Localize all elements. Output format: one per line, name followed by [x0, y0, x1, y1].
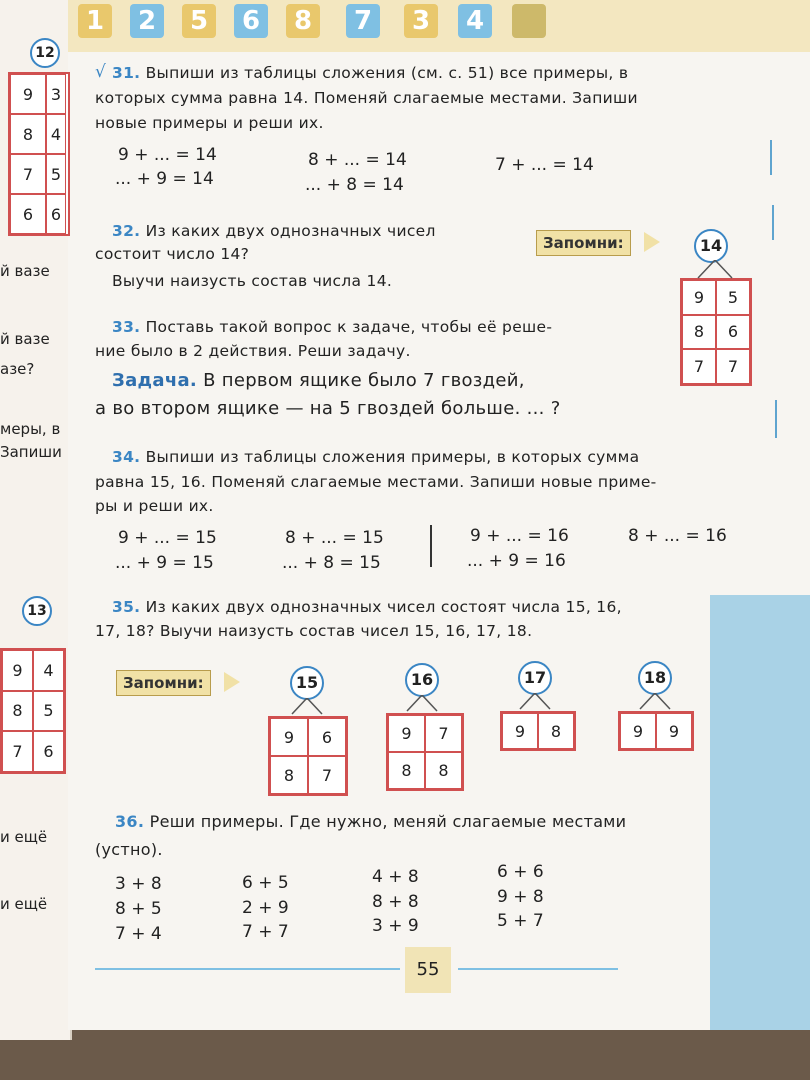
left-fragment: й вазе: [0, 330, 50, 348]
task-31-line-3: новые примеры и реши их.: [95, 114, 324, 132]
margin-bar: [772, 205, 774, 240]
grid-cell: 4: [33, 650, 64, 691]
example: 7 + 4: [115, 924, 162, 944]
number-circle: 15: [290, 666, 324, 700]
grid-cell: 3: [46, 74, 66, 114]
composition-grid-14: [680, 278, 752, 386]
example: ... + 9 = 16: [467, 551, 566, 571]
task-number: 32.: [112, 222, 141, 240]
example: 9 + ... = 16: [470, 526, 569, 546]
example: 9 + ... = 14: [118, 145, 217, 165]
task-number: 34.: [112, 448, 141, 466]
margin-bar: [770, 140, 772, 175]
composition-grid-17: [500, 711, 576, 751]
example: 2 + 9: [242, 898, 289, 918]
task-text: Реши примеры. Где нужно, меняй слагаемые местами: [149, 812, 627, 831]
page-number: 55: [405, 947, 451, 993]
grid-cell: 7: [425, 715, 462, 752]
example: 5 + 7: [497, 911, 544, 931]
example: 6 + 6: [497, 862, 544, 882]
task-33-line-1: [112, 318, 552, 336]
left-fragment: азе?: [0, 360, 35, 378]
grid-cell: 6: [308, 718, 346, 756]
left-fragment: й вазе: [0, 262, 50, 280]
check-mark: √: [95, 62, 107, 82]
example: 8 + ... = 14: [308, 150, 407, 170]
grid-cell: 5: [46, 154, 66, 194]
example: 3 + 9: [372, 916, 419, 936]
left-grid-13: [0, 648, 66, 774]
example: 8 + 5: [115, 899, 162, 919]
example: 8 + ... = 15: [285, 528, 384, 548]
example: ... + 8 = 15: [282, 553, 381, 573]
task-text: Выпиши из таблицы сложения (см. с. 51) все примеры, в: [145, 64, 629, 82]
number-circle: 14: [694, 229, 728, 263]
header-digit: 3: [404, 4, 438, 38]
task-31-line-2: которых сумма равна 14. Поменяй слагаемые местами. Запиши: [95, 89, 638, 107]
connector-lines: [630, 693, 680, 711]
grid-cell: 6: [33, 731, 64, 772]
example: 8 + ... = 16: [628, 526, 727, 546]
grid-cell: 7: [10, 154, 46, 194]
grid-cell: 8: [682, 315, 716, 350]
example: ... + 9 = 15: [115, 553, 214, 573]
grid-cell: 5: [33, 691, 64, 732]
grid-cell: 7: [308, 756, 346, 794]
grid-cell: 4: [46, 114, 66, 154]
grid-cell: 9: [656, 713, 692, 749]
task-36-line-2: (устно).: [95, 840, 163, 859]
task-text: Поставь такой вопрос к задаче, чтобы её реше-: [145, 318, 553, 336]
example: ... + 8 = 14: [305, 175, 404, 195]
header-digit: 1: [78, 4, 112, 38]
remember-label: Запомни:: [116, 670, 211, 696]
example: 7 + 7: [242, 922, 289, 942]
example: 4 + 8: [372, 867, 419, 887]
grid-cell: 8: [2, 691, 33, 732]
remember-label: Запомни:: [536, 230, 631, 256]
header-digit: 8: [286, 4, 320, 38]
task-number: 31.: [112, 64, 141, 82]
task-text: Выпиши из таблицы сложения примеры, в которых сумма: [145, 448, 640, 466]
task-32-line-2: состоит число 14?: [95, 245, 250, 263]
task-number: 36.: [115, 812, 145, 831]
number-circle: 18: [638, 661, 672, 695]
grid-cell: 7: [2, 731, 33, 772]
connector-lines: [510, 693, 560, 711]
left-grid-12: [8, 72, 70, 236]
left-fragment: Запиши: [0, 443, 62, 461]
header-digit: 5: [182, 4, 216, 38]
header-digit: 6: [234, 4, 268, 38]
task-text: Из каких двух однозначных чисел состоят числа 15, 16,: [145, 598, 622, 616]
example: 6 + 5: [242, 873, 289, 893]
task-label: Задача.: [112, 370, 198, 391]
example: 8 + 8: [372, 892, 419, 912]
grid-cell: 9: [10, 74, 46, 114]
grid-cell: 8: [388, 752, 425, 789]
header-digit: 4: [458, 4, 492, 38]
example: 9 + ... = 15: [118, 528, 217, 548]
left-circle-13: 13: [22, 596, 52, 626]
grid-cell: 8: [538, 713, 574, 749]
example: ... + 9 = 14: [115, 169, 214, 189]
task-32-line-3: Выучи наизусть состав числа 14.: [112, 272, 393, 290]
grid-cell: 6: [46, 194, 66, 234]
header-digit: [512, 4, 546, 38]
connector-lines: [690, 260, 740, 280]
example: 3 + 8: [115, 874, 162, 894]
composition-grid-18: [618, 711, 694, 751]
task-33-problem-line-1: [112, 370, 525, 391]
grid-cell: 9: [502, 713, 538, 749]
grid-cell: 9: [682, 280, 716, 315]
footer-line: [95, 968, 400, 970]
task-text: Из каких двух однозначных чисел: [145, 222, 436, 240]
grid-cell: 8: [10, 114, 46, 154]
connector-lines: [282, 698, 332, 716]
task-31-line-1: [112, 64, 628, 82]
left-circle-12: 12: [30, 38, 60, 68]
task-36-line-1: [115, 812, 626, 831]
task-number: 35.: [112, 598, 141, 616]
task-34-line-1: [112, 448, 639, 466]
arrow-right-icon: [644, 232, 660, 252]
composition-grid-15: [268, 716, 348, 796]
grid-cell: 9: [388, 715, 425, 752]
grid-cell: 9: [2, 650, 33, 691]
header-digit: 2: [130, 4, 164, 38]
task-32-line-1: [112, 222, 436, 240]
grid-cell: 8: [270, 756, 308, 794]
task-33-line-2: ние было в 2 действия. Реши задачу.: [95, 342, 411, 360]
number-circle: 16: [405, 663, 439, 697]
connector-lines: [397, 695, 447, 713]
grid-cell: 6: [10, 194, 46, 234]
grid-cell: 6: [716, 315, 750, 350]
left-fragment: меры, в: [0, 420, 61, 438]
task-34-line-3: ры и реши их.: [95, 497, 214, 515]
task-text: В первом ящике было 7 гвоздей,: [203, 370, 525, 391]
page-edge-band: [710, 595, 810, 1030]
column-divider: [430, 525, 432, 567]
task-34-line-2: равна 15, 16. Поменяй слагаемые местами. Запиши новые приме-: [95, 473, 657, 491]
number-circle: 17: [518, 661, 552, 695]
task-35-line-2: 17, 18? Выучи наизусть состав чисел 15, 16, 17, 18.: [95, 622, 533, 640]
left-fragment: и ещё: [0, 895, 48, 913]
grid-cell: 9: [270, 718, 308, 756]
composition-grid-16: [386, 713, 464, 791]
grid-cell: 8: [425, 752, 462, 789]
task-number: 33.: [112, 318, 141, 336]
footer-line: [458, 968, 618, 970]
header-digit: 7: [346, 4, 380, 38]
grid-cell: 7: [716, 349, 750, 384]
example: 7 + ... = 14: [495, 155, 594, 175]
arrow-right-icon: [224, 672, 240, 692]
header-strip: [68, 0, 810, 52]
left-fragment: и ещё: [0, 828, 48, 846]
task-35-line-1: [112, 598, 622, 616]
task-33-problem-line-2: а во втором ящике — на 5 гвоздей больше. ... ?: [95, 398, 561, 419]
grid-cell: 9: [620, 713, 656, 749]
grid-cell: 7: [682, 349, 716, 384]
margin-bar: [775, 400, 777, 438]
grid-cell: 5: [716, 280, 750, 315]
example: 9 + 8: [497, 887, 544, 907]
